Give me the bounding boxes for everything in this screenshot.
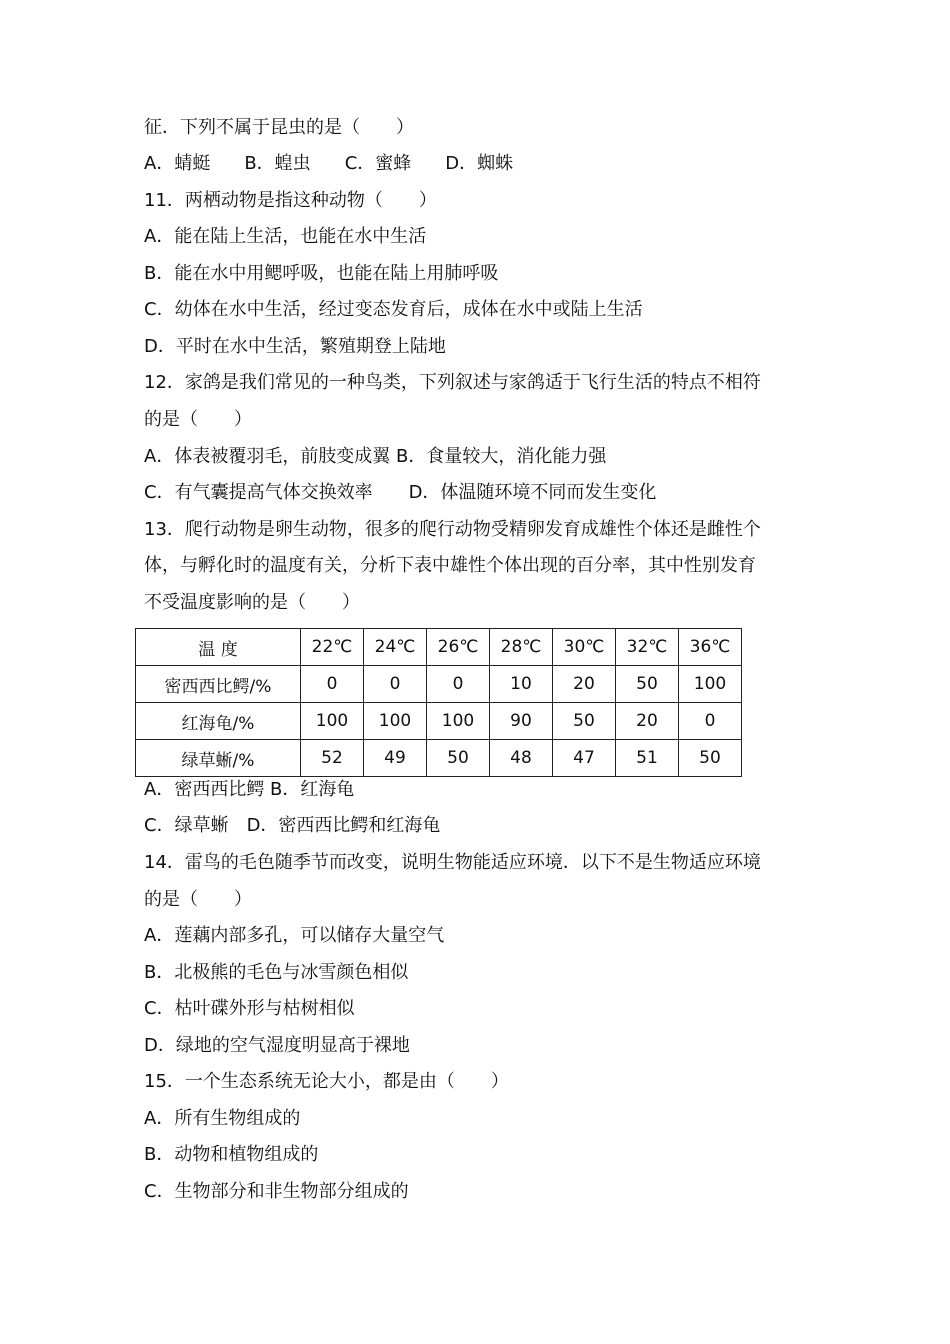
q14-option-d: D．绿地的空气湿度明显高于裸地 [144, 1035, 410, 1056]
table-cell: 50 [553, 703, 616, 740]
q10-option-a: A．蜻蜓 [144, 153, 211, 174]
table-cell: 51 [616, 740, 679, 777]
q13-stem-line1: 13．爬行动物是卵生动物，很多的爬行动物受精卵发育成雄性个体还是雌性个 [144, 519, 761, 540]
q15-option-c: C．生物部分和非生物部分组成的 [144, 1181, 409, 1202]
q11-option-c: C．幼体在水中生活，经过变态发育后，成体在水中或陆上生活 [144, 299, 643, 320]
table-cell: 100 [364, 703, 427, 740]
table-cell: 0 [679, 703, 742, 740]
table-cell: 47 [553, 740, 616, 777]
table-header-cell: 24℃ [364, 629, 427, 666]
q13-stem-line3: 不受温度影响的是（ ） [144, 592, 360, 613]
q10-option-b: B．蝗虫 [244, 153, 311, 174]
temperature-table [135, 628, 742, 777]
table-header-cell: 22℃ [301, 629, 364, 666]
q14-stem-line2: 的是（ ） [144, 889, 252, 910]
q12-stem-line1: 12．家鸽是我们常见的一种鸟类，下列叙述与家鸽适于飞行生活的特点不相符 [144, 372, 761, 393]
q14-stem-line1: 14．雷鸟的毛色随季节而改变，说明生物能适应环境．以下不是生物适应环境 [144, 852, 761, 873]
table-cell: 52 [301, 740, 364, 777]
q14-option-a: A．莲藕内部多孔，可以储存大量空气 [144, 925, 445, 946]
table-row-label: 密西西比鳄/% [136, 666, 301, 703]
table-cell: 100 [679, 666, 742, 703]
table-cell: 50 [427, 740, 490, 777]
q12-options-cd: C．有气囊提高气体交换效率 D．体温随环境不同而发生变化 [144, 482, 657, 503]
table-header-cell: 28℃ [490, 629, 553, 666]
table-cell: 49 [364, 740, 427, 777]
table-cell: 0 [301, 666, 364, 703]
table-row [136, 740, 742, 777]
table-cell: 0 [427, 666, 490, 703]
table-cell: 100 [301, 703, 364, 740]
table-cell: 10 [490, 666, 553, 703]
table-header-row [136, 629, 742, 666]
q13-options-cd: C．绿草蜥 D．密西西比鳄和红海龟 [144, 815, 441, 836]
q10-stem-tail: 征．下列不属于昆虫的是（ ） [144, 117, 414, 138]
q14-option-c: C．枯叶碟外形与枯树相似 [144, 998, 355, 1019]
table-cell: 90 [490, 703, 553, 740]
table-cell: 20 [616, 703, 679, 740]
q10-options [144, 151, 513, 177]
table-header-cell: 温 度 [136, 629, 301, 666]
table-cell: 50 [679, 740, 742, 777]
table-header-cell: 26℃ [427, 629, 490, 666]
q12-options-ab: A．体表被覆羽毛，前肢变成翼 B．食量较大，消化能力强 [144, 446, 607, 467]
table-cell: 50 [616, 666, 679, 703]
q11-option-d: D．平时在水中生活，繁殖期登上陆地 [144, 336, 446, 357]
table-row [136, 703, 742, 740]
q11-option-a: A．能在陆上生活，也能在水中生活 [144, 226, 427, 247]
q11-option-b: B．能在水中用鳃呼吸，也能在陆上用肺呼吸 [144, 263, 499, 284]
q11-stem: 11．两栖动物是指这种动物（ ） [144, 190, 437, 211]
table-row-label: 红海龟/% [136, 703, 301, 740]
table-header-cell: 36℃ [679, 629, 742, 666]
q15-option-a: A．所有生物组成的 [144, 1108, 301, 1129]
table-header-cell: 32℃ [616, 629, 679, 666]
table-cell: 0 [364, 666, 427, 703]
table-row [136, 666, 742, 703]
table-cell: 100 [427, 703, 490, 740]
q13-stem-line2: 体，与孵化时的温度有关，分析下表中雄性个体出现的百分率，其中性别发育 [144, 555, 756, 576]
table-row-label: 绿草蜥/% [136, 740, 301, 777]
q10-option-d: D．蜘蛛 [445, 153, 514, 174]
table-header-cell: 30℃ [553, 629, 616, 666]
q12-stem-line2: 的是（ ） [144, 409, 252, 430]
q13-options-ab: A．密西西比鳄 B．红海龟 [144, 779, 355, 800]
q10-option-c: C．蜜蜂 [344, 153, 412, 174]
q14-option-b: B．北极熊的毛色与冰雪颜色相似 [144, 962, 409, 983]
q15-option-b: B．动物和植物组成的 [144, 1144, 319, 1165]
q15-stem: 15．一个生态系统无论大小，都是由（ ） [144, 1071, 509, 1092]
table-cell: 20 [553, 666, 616, 703]
table-cell: 48 [490, 740, 553, 777]
